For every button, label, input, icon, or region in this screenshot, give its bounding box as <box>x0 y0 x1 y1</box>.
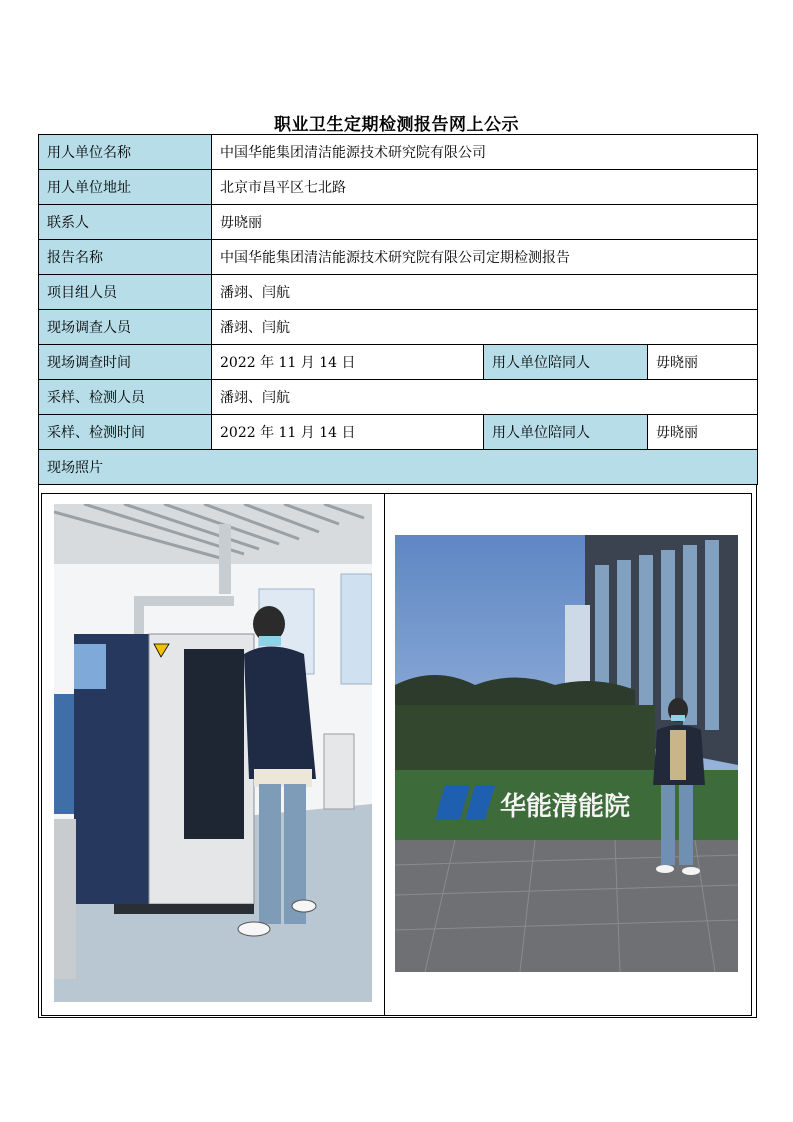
photos-frame <box>41 493 752 1016</box>
info-table <box>38 134 758 485</box>
survey-escort-label: 用人单位陪同人 <box>484 345 648 380</box>
table-row-sampling-time <box>39 415 758 450</box>
table-row-unit-address <box>39 170 758 205</box>
contact-value: 毋晓丽 <box>212 205 758 240</box>
unit-name-label: 用人单位名称 <box>39 135 212 170</box>
survey-escort-value: 毋晓丽 <box>648 345 758 380</box>
table-row-project-members <box>39 275 758 310</box>
table-row-contact <box>39 205 758 240</box>
table-row-unit-name <box>39 135 758 170</box>
page-title: 职业卫生定期检测报告网上公示 <box>274 115 519 135</box>
table-row-report-name <box>39 240 758 275</box>
sampling-time-label: 采样、检测时间 <box>39 415 212 450</box>
site-photo-lab <box>54 504 372 1002</box>
site-photo-building <box>395 535 738 972</box>
table-row-photos-header <box>39 450 758 485</box>
report-name-label: 报告名称 <box>39 240 212 275</box>
table-row-survey-time <box>39 345 758 380</box>
table-row-sampling-staff <box>39 380 758 415</box>
project-members-value: 潘翊、闫航 <box>212 275 758 310</box>
contact-label: 联系人 <box>39 205 212 240</box>
survey-staff-value: 潘翊、闫航 <box>212 310 758 345</box>
survey-time-value: 2022 年 11 月 14 日 <box>212 345 484 380</box>
sampling-escort-label: 用人单位陪同人 <box>484 415 648 450</box>
building-sign-text: 华能清能院 <box>500 792 631 822</box>
project-members-label: 项目组人员 <box>39 275 212 310</box>
photos-section <box>38 484 757 1018</box>
photos-label: 现场照片 <box>39 450 758 485</box>
sampling-staff-label: 采样、检测人员 <box>39 380 212 415</box>
unit-address-label: 用人单位地址 <box>39 170 212 205</box>
sampling-escort-value: 毋晓丽 <box>648 415 758 450</box>
survey-time-label: 现场调查时间 <box>39 345 212 380</box>
unit-address-value: 北京市昌平区七北路 <box>212 170 758 205</box>
table-row-survey-staff <box>39 310 758 345</box>
sampling-time-value: 2022 年 11 月 14 日 <box>212 415 484 450</box>
survey-staff-label: 现场调查人员 <box>39 310 212 345</box>
report-name-value: 中国华能集团清洁能源技术研究院有限公司定期检测报告 <box>212 240 758 275</box>
photos-divider <box>384 494 385 1015</box>
unit-name-value: 中国华能集团清洁能源技术研究院有限公司 <box>212 135 758 170</box>
sampling-staff-value: 潘翊、闫航 <box>212 380 758 415</box>
